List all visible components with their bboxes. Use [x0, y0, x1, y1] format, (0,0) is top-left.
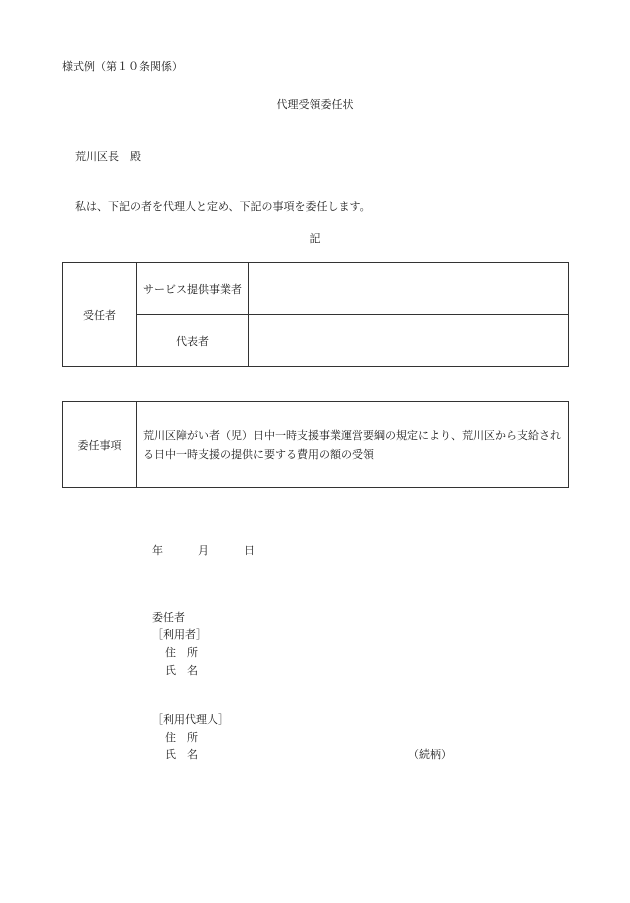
date-day: 日 — [244, 544, 255, 557]
addressee: 荒川区長 殿 — [75, 150, 141, 163]
delegator-heading: 委任者 — [152, 611, 185, 624]
representative-label: 代表者 — [137, 315, 249, 367]
agent-table — [62, 262, 569, 367]
matter-table — [62, 401, 569, 488]
form-reference: 様式例（第１０条関係） — [62, 60, 183, 73]
matter-text: 荒川区障がい者（児）日中一時支援事業運営要綱の規定により、荒川区から支給される日中一時支援の提供に要する費用の額の受領 — [137, 402, 569, 488]
relationship-label: （続柄） — [408, 748, 452, 761]
proxy-address-label: 住 所 — [165, 731, 198, 744]
date-year: 年 — [152, 544, 163, 557]
user-heading: ［利用者］ — [152, 628, 207, 641]
user-name-label: 氏 名 — [165, 664, 198, 677]
ki-heading: 記 — [309, 232, 321, 245]
agent-row-header: 受任者 — [63, 263, 137, 367]
document-title: 代理受領委任状 — [276, 98, 354, 111]
date-row — [152, 542, 255, 558]
provider-label: サービス提供事業者 — [137, 263, 249, 315]
date-month: 月 — [198, 544, 209, 557]
representative-value-cell[interactable] — [249, 315, 569, 367]
delegation-statement: 私は、下記の者を代理人と定め、下記の事項を委任します。 — [75, 200, 371, 213]
provider-value-cell[interactable] — [249, 263, 569, 315]
proxy-heading: ［利用代理人］ — [152, 713, 229, 726]
matter-label: 委任事項 — [63, 402, 137, 488]
user-address-label: 住 所 — [165, 646, 198, 659]
proxy-name-label: 氏 名 — [165, 748, 198, 761]
